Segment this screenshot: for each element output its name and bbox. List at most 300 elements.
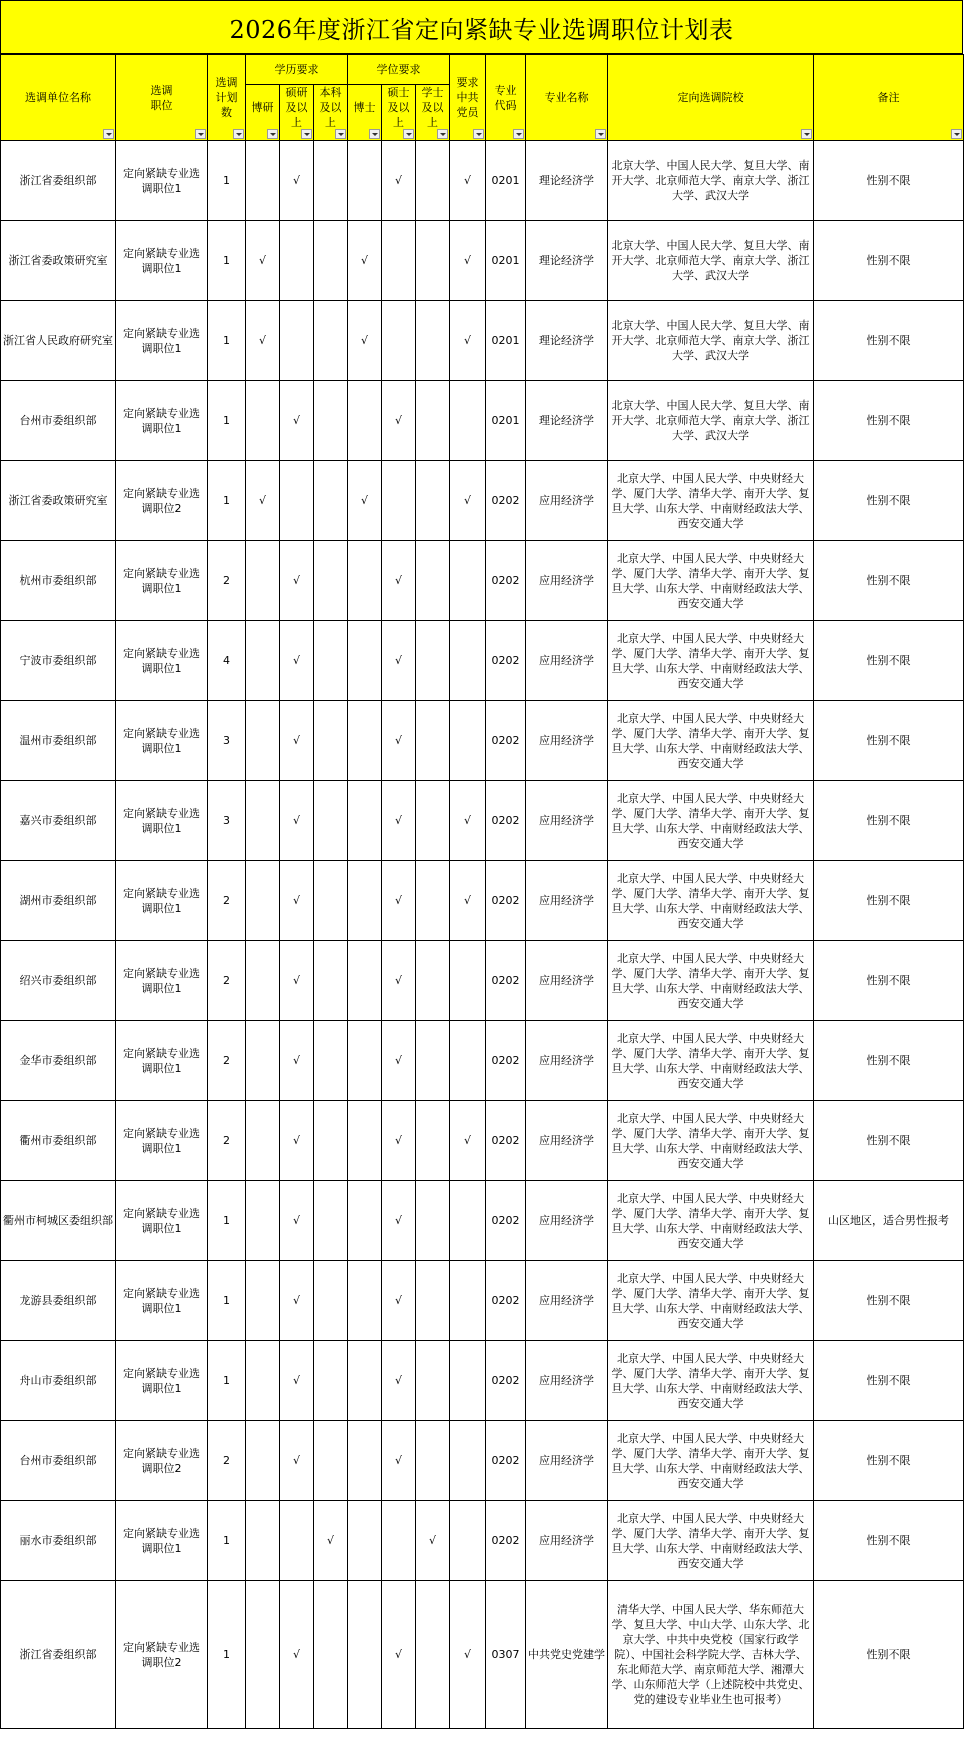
- cell-note: 性别不限: [814, 781, 964, 861]
- cell-plan: 1: [208, 1181, 246, 1261]
- cell-deg-phd: [348, 1341, 382, 1421]
- cell-deg-master: √: [382, 1421, 416, 1501]
- cell-schools: 北京大学、中国人民大学、中央财经大学、厦门大学、清华大学、南开大学、复旦大学、山东大学、中南财经政法大学、西安交通大学: [608, 861, 814, 941]
- header-major: [526, 55, 608, 141]
- cell-unit: 龙游县委组织部: [1, 1261, 116, 1341]
- cell-edu-bachelor: [314, 941, 348, 1021]
- cell-schools: 北京大学、中国人民大学、中央财经大学、厦门大学、清华大学、南开大学、复旦大学、山东大学、中南财经政法大学、西安交通大学: [608, 1021, 814, 1101]
- header-edu-master: [280, 85, 314, 141]
- filter-dropdown-icon[interactable]: [951, 129, 962, 139]
- cell-edu-bachelor: [314, 1101, 348, 1181]
- cell-unit: 宁波市委组织部: [1, 621, 116, 701]
- cell-party: [450, 1181, 486, 1261]
- cell-schools: 北京大学、中国人民大学、复旦大学、南开大学、北京师范大学、南京大学、浙江大学、武汉大学: [608, 301, 814, 381]
- header-deg-phd: [348, 85, 382, 141]
- cell-plan: 1: [208, 1581, 246, 1729]
- cell-major: 应用经济学: [526, 861, 608, 941]
- cell-code: 0202: [486, 1501, 526, 1581]
- header-edu-group: 学历要求: [246, 55, 348, 85]
- header-position-label: 选调 职位: [150, 83, 173, 112]
- cell-deg-phd: [348, 701, 382, 781]
- cell-edu-master: √: [280, 941, 314, 1021]
- cell-edu-master: [280, 1501, 314, 1581]
- cell-party: √: [450, 301, 486, 381]
- header-position: [116, 55, 208, 141]
- filter-dropdown-icon[interactable]: [233, 129, 244, 139]
- cell-major: 理论经济学: [526, 221, 608, 301]
- cell-deg-phd: [348, 1101, 382, 1181]
- cell-edu-bachelor: [314, 141, 348, 221]
- cell-schools: 北京大学、中国人民大学、复旦大学、南开大学、北京师范大学、南京大学、浙江大学、武汉大学: [608, 221, 814, 301]
- cell-edu-phd: [246, 1501, 280, 1581]
- cell-edu-master: √: [280, 621, 314, 701]
- header-deg-master-label: 硕士 及以 上: [387, 86, 410, 129]
- cell-position: 定向紧缺专业选调职位1: [116, 701, 208, 781]
- cell-deg-bachelor: [416, 621, 450, 701]
- table-row: [1, 301, 964, 381]
- cell-plan: 3: [208, 701, 246, 781]
- cell-edu-master: [280, 221, 314, 301]
- cell-party: [450, 381, 486, 461]
- cell-position: 定向紧缺专业选调职位1: [116, 381, 208, 461]
- header-unit-label: 选调单位名称: [25, 91, 91, 104]
- cell-edu-master: √: [280, 701, 314, 781]
- cell-schools: 北京大学、中国人民大学、中央财经大学、厦门大学、清华大学、南开大学、复旦大学、山东大学、中南财经政法大学、西安交通大学: [608, 941, 814, 1021]
- cell-unit: 浙江省人民政府研究室: [1, 301, 116, 381]
- cell-deg-master: √: [382, 1581, 416, 1729]
- cell-edu-bachelor: [314, 701, 348, 781]
- cell-plan: 2: [208, 541, 246, 621]
- cell-code: 0202: [486, 541, 526, 621]
- cell-code: 0202: [486, 621, 526, 701]
- cell-edu-bachelor: [314, 1021, 348, 1101]
- cell-plan: 1: [208, 1261, 246, 1341]
- table-row: [1, 1261, 964, 1341]
- cell-deg-master: √: [382, 1101, 416, 1181]
- cell-deg-phd: [348, 381, 382, 461]
- cell-schools: 北京大学、中国人民大学、中央财经大学、厦门大学、清华大学、南开大学、复旦大学、山东大学、中南财经政法大学、西安交通大学: [608, 1501, 814, 1581]
- cell-unit: 嘉兴市委组织部: [1, 781, 116, 861]
- cell-note: 性别不限: [814, 861, 964, 941]
- cell-plan: 4: [208, 621, 246, 701]
- cell-major: 应用经济学: [526, 941, 608, 1021]
- cell-code: 0202: [486, 861, 526, 941]
- cell-edu-bachelor: [314, 1261, 348, 1341]
- cell-unit: 杭州市委组织部: [1, 541, 116, 621]
- cell-plan: 1: [208, 301, 246, 381]
- table-row: [1, 861, 964, 941]
- cell-deg-phd: √: [348, 221, 382, 301]
- cell-code: 0202: [486, 461, 526, 541]
- cell-deg-phd: [348, 621, 382, 701]
- cell-major: 中共党史党建学: [526, 1581, 608, 1729]
- cell-position: 定向紧缺专业选调职位1: [116, 781, 208, 861]
- cell-party: √: [450, 781, 486, 861]
- cell-schools: 北京大学、中国人民大学、中央财经大学、厦门大学、清华大学、南开大学、复旦大学、山东大学、中南财经政法大学、西安交通大学: [608, 781, 814, 861]
- cell-plan: 2: [208, 1421, 246, 1501]
- table-row: [1, 221, 964, 301]
- cell-deg-master: √: [382, 1021, 416, 1101]
- cell-deg-phd: [348, 1581, 382, 1729]
- table-row: [1, 141, 964, 221]
- cell-party: √: [450, 221, 486, 301]
- cell-schools: 北京大学、中国人民大学、复旦大学、南开大学、北京师范大学、南京大学、浙江大学、武汉大学: [608, 141, 814, 221]
- cell-plan: 1: [208, 1501, 246, 1581]
- header-deg-bachelor: [416, 85, 450, 141]
- header-deg-group: 学位要求: [348, 55, 450, 85]
- cell-deg-phd: [348, 1501, 382, 1581]
- cell-plan: 2: [208, 861, 246, 941]
- cell-edu-bachelor: √: [314, 1501, 348, 1581]
- table-row: [1, 1581, 964, 1729]
- cell-deg-master: [382, 1501, 416, 1581]
- cell-unit: 舟山市委组织部: [1, 1341, 116, 1421]
- cell-note: 性别不限: [814, 1341, 964, 1421]
- filter-dropdown-icon[interactable]: [369, 129, 380, 139]
- cell-deg-master: √: [382, 621, 416, 701]
- table-row: [1, 621, 964, 701]
- cell-edu-bachelor: [314, 381, 348, 461]
- cell-deg-bachelor: [416, 1341, 450, 1421]
- table-row: [1, 461, 964, 541]
- cell-deg-bachelor: [416, 861, 450, 941]
- cell-deg-phd: [348, 861, 382, 941]
- cell-unit: 金华市委组织部: [1, 1021, 116, 1101]
- cell-deg-phd: √: [348, 301, 382, 381]
- cell-edu-master: √: [280, 1421, 314, 1501]
- cell-edu-master: √: [280, 861, 314, 941]
- cell-deg-phd: [348, 541, 382, 621]
- cell-deg-phd: [348, 941, 382, 1021]
- cell-edu-phd: [246, 1581, 280, 1729]
- cell-edu-bachelor: [314, 781, 348, 861]
- cell-major: 应用经济学: [526, 1421, 608, 1501]
- cell-note: 性别不限: [814, 941, 964, 1021]
- cell-unit: 浙江省委政策研究室: [1, 461, 116, 541]
- filter-dropdown-icon[interactable]: [473, 129, 484, 139]
- header-deg-master: [382, 85, 416, 141]
- cell-deg-bachelor: [416, 221, 450, 301]
- cell-code: 0307: [486, 1581, 526, 1729]
- cell-edu-phd: [246, 541, 280, 621]
- cell-code: 0201: [486, 221, 526, 301]
- filter-dropdown-icon[interactable]: [437, 129, 448, 139]
- cell-note: 性别不限: [814, 301, 964, 381]
- cell-edu-master: √: [280, 1101, 314, 1181]
- cell-code: 0202: [486, 1421, 526, 1501]
- cell-code: 0201: [486, 301, 526, 381]
- filter-dropdown-icon[interactable]: [335, 129, 346, 139]
- cell-edu-phd: [246, 1421, 280, 1501]
- cell-major: 理论经济学: [526, 301, 608, 381]
- filter-dropdown-icon[interactable]: [301, 129, 312, 139]
- cell-deg-master: [382, 461, 416, 541]
- table-row: [1, 1341, 964, 1421]
- cell-position: 定向紧缺专业选调职位1: [116, 861, 208, 941]
- header-unit: [1, 55, 116, 141]
- cell-deg-phd: [348, 1181, 382, 1261]
- cell-party: [450, 1261, 486, 1341]
- cell-major: 应用经济学: [526, 1101, 608, 1181]
- header-deg-phd-label: 博士: [353, 101, 376, 114]
- cell-edu-master: √: [280, 781, 314, 861]
- cell-party: √: [450, 141, 486, 221]
- filter-dropdown-icon[interactable]: [267, 129, 278, 139]
- cell-position: 定向紧缺专业选调职位1: [116, 141, 208, 221]
- table-body: [1, 141, 964, 1729]
- cell-note: 性别不限: [814, 1261, 964, 1341]
- cell-deg-master: √: [382, 861, 416, 941]
- cell-position: 定向紧缺专业选调职位1: [116, 301, 208, 381]
- cell-edu-phd: [246, 1101, 280, 1181]
- header-party: [450, 55, 486, 141]
- filter-dropdown-icon[interactable]: [103, 129, 114, 139]
- cell-deg-phd: √: [348, 461, 382, 541]
- cell-deg-master: √: [382, 1261, 416, 1341]
- cell-party: [450, 541, 486, 621]
- cell-edu-bachelor: [314, 1421, 348, 1501]
- filter-dropdown-icon[interactable]: [513, 129, 524, 139]
- cell-schools: 北京大学、中国人民大学、中央财经大学、厦门大学、清华大学、南开大学、复旦大学、山东大学、中南财经政法大学、西安交通大学: [608, 1341, 814, 1421]
- cell-code: 0202: [486, 941, 526, 1021]
- cell-deg-master: √: [382, 701, 416, 781]
- cell-plan: 1: [208, 141, 246, 221]
- header-code-label: 专业 代码: [494, 83, 517, 112]
- cell-party: √: [450, 861, 486, 941]
- sheet-title: 2026年度浙江省定向紧缺专业选调职位计划表: [0, 0, 963, 54]
- header-deg-bachelor-label: 学士 及以 上: [421, 86, 444, 129]
- cell-edu-bachelor: [314, 1181, 348, 1261]
- cell-edu-phd: [246, 1021, 280, 1101]
- header-plan: [208, 55, 246, 141]
- cell-edu-bachelor: [314, 621, 348, 701]
- cell-deg-bachelor: [416, 1581, 450, 1729]
- cell-edu-phd: [246, 1181, 280, 1261]
- cell-note: 性别不限: [814, 1501, 964, 1581]
- cell-schools: 北京大学、中国人民大学、中央财经大学、厦门大学、清华大学、南开大学、复旦大学、山东大学、中南财经政法大学、西安交通大学: [608, 1421, 814, 1501]
- table-row: [1, 941, 964, 1021]
- cell-note: 性别不限: [814, 221, 964, 301]
- cell-note: 性别不限: [814, 1581, 964, 1729]
- cell-note: 性别不限: [814, 541, 964, 621]
- cell-position: 定向紧缺专业选调职位1: [116, 1181, 208, 1261]
- header-code: [486, 55, 526, 141]
- cell-unit: 台州市委组织部: [1, 1421, 116, 1501]
- cell-edu-bachelor: [314, 541, 348, 621]
- cell-schools: 北京大学、中国人民大学、中央财经大学、厦门大学、清华大学、南开大学、复旦大学、山东大学、中南财经政法大学、西安交通大学: [608, 541, 814, 621]
- cell-plan: 1: [208, 461, 246, 541]
- cell-deg-bachelor: [416, 1101, 450, 1181]
- cell-plan: 2: [208, 1101, 246, 1181]
- cell-deg-master: [382, 221, 416, 301]
- header-schools-label: 定向选调院校: [677, 91, 744, 104]
- cell-party: √: [450, 1101, 486, 1181]
- cell-edu-master: √: [280, 1261, 314, 1341]
- cell-position: 定向紧缺专业选调职位1: [116, 1341, 208, 1421]
- cell-party: [450, 621, 486, 701]
- cell-deg-master: √: [382, 541, 416, 621]
- cell-major: 应用经济学: [526, 701, 608, 781]
- filter-dropdown-icon[interactable]: [195, 129, 206, 139]
- header-plan-label: 选调 计划 数: [215, 76, 238, 119]
- cell-edu-bachelor: [314, 301, 348, 381]
- cell-edu-master: [280, 461, 314, 541]
- header-party-label: 要求 中共 党员: [456, 76, 479, 119]
- table-row: [1, 1181, 964, 1261]
- table-row: [1, 1021, 964, 1101]
- cell-edu-phd: [246, 861, 280, 941]
- cell-code: 0202: [486, 1021, 526, 1101]
- cell-note: 性别不限: [814, 1421, 964, 1501]
- cell-deg-bachelor: [416, 301, 450, 381]
- cell-major: 应用经济学: [526, 1261, 608, 1341]
- cell-deg-phd: [348, 1261, 382, 1341]
- cell-deg-bachelor: [416, 1021, 450, 1101]
- cell-deg-bachelor: [416, 941, 450, 1021]
- cell-note: 山区地区，适合男性报考: [814, 1181, 964, 1261]
- cell-major: 应用经济学: [526, 1181, 608, 1261]
- cell-note: 性别不限: [814, 141, 964, 221]
- table-row: [1, 781, 964, 861]
- header-edu-master-label: 硕研 及以 上: [285, 86, 308, 129]
- cell-edu-phd: [246, 1341, 280, 1421]
- cell-party: [450, 941, 486, 1021]
- cell-position: 定向紧缺专业选调职位1: [116, 1101, 208, 1181]
- cell-deg-phd: [348, 1021, 382, 1101]
- cell-schools: 北京大学、中国人民大学、中央财经大学、厦门大学、清华大学、南开大学、复旦大学、山东大学、中南财经政法大学、西安交通大学: [608, 1101, 814, 1181]
- header-edu-bachelor-label: 本科 及以 上: [319, 86, 342, 129]
- cell-edu-bachelor: [314, 461, 348, 541]
- cell-schools: 清华大学、中国人民大学、华东师范大学、复旦大学、中山大学、山东大学、北京大学、中共中央党校（国家行政学院）、中国社会科学院大学、吉林大学、东北师范大学、南京师范大学、湘潭大学、山东师范大学（上述院校中共党史、党的建设专业毕业生也可报考）: [608, 1581, 814, 1729]
- cell-unit: 温州市委组织部: [1, 701, 116, 781]
- cell-edu-phd: [246, 941, 280, 1021]
- cell-plan: 3: [208, 781, 246, 861]
- cell-position: 定向紧缺专业选调职位1: [116, 221, 208, 301]
- cell-unit: 浙江省委组织部: [1, 141, 116, 221]
- cell-deg-master: √: [382, 1341, 416, 1421]
- cell-major: 应用经济学: [526, 541, 608, 621]
- cell-edu-master: √: [280, 541, 314, 621]
- cell-code: 0202: [486, 1101, 526, 1181]
- filter-dropdown-icon[interactable]: [403, 129, 414, 139]
- cell-deg-phd: [348, 1421, 382, 1501]
- cell-edu-phd: [246, 781, 280, 861]
- cell-unit: 浙江省委政策研究室: [1, 221, 116, 301]
- cell-deg-master: √: [382, 141, 416, 221]
- cell-position: 定向紧缺专业选调职位2: [116, 1581, 208, 1729]
- cell-edu-phd: √: [246, 221, 280, 301]
- cell-deg-master: √: [382, 781, 416, 861]
- cell-deg-bachelor: [416, 141, 450, 221]
- cell-unit: 衢州市委组织部: [1, 1101, 116, 1181]
- cell-deg-bachelor: [416, 781, 450, 861]
- cell-major: 应用经济学: [526, 1501, 608, 1581]
- cell-deg-bachelor: √: [416, 1501, 450, 1581]
- header-edu-phd: [246, 85, 280, 141]
- cell-edu-master: √: [280, 1181, 314, 1261]
- cell-edu-phd: [246, 1261, 280, 1341]
- cell-edu-bachelor: [314, 221, 348, 301]
- cell-major: 应用经济学: [526, 1341, 608, 1421]
- cell-party: √: [450, 1581, 486, 1729]
- cell-code: 0202: [486, 1341, 526, 1421]
- cell-note: 性别不限: [814, 621, 964, 701]
- cell-position: 定向紧缺专业选调职位1: [116, 1021, 208, 1101]
- cell-edu-bachelor: [314, 1581, 348, 1729]
- cell-code: 0202: [486, 1181, 526, 1261]
- cell-unit: 衢州市柯城区委组织部: [1, 1181, 116, 1261]
- cell-code: 0201: [486, 141, 526, 221]
- cell-position: 定向紧缺专业选调职位2: [116, 461, 208, 541]
- cell-schools: 北京大学、中国人民大学、复旦大学、南开大学、北京师范大学、南京大学、浙江大学、武汉大学: [608, 381, 814, 461]
- cell-schools: 北京大学、中国人民大学、中央财经大学、厦门大学、清华大学、南开大学、复旦大学、山东大学、中南财经政法大学、西安交通大学: [608, 1261, 814, 1341]
- cell-deg-phd: [348, 781, 382, 861]
- table-row: [1, 701, 964, 781]
- cell-party: √: [450, 461, 486, 541]
- table-row: [1, 1501, 964, 1581]
- cell-position: 定向紧缺专业选调职位1: [116, 541, 208, 621]
- cell-major: 应用经济学: [526, 461, 608, 541]
- cell-edu-master: √: [280, 381, 314, 461]
- cell-schools: 北京大学、中国人民大学、中央财经大学、厦门大学、清华大学、南开大学、复旦大学、山东大学、中南财经政法大学、西安交通大学: [608, 621, 814, 701]
- cell-deg-master: √: [382, 1181, 416, 1261]
- cell-party: [450, 1421, 486, 1501]
- cell-code: 0202: [486, 781, 526, 861]
- cell-major: 应用经济学: [526, 621, 608, 701]
- cell-edu-master: [280, 301, 314, 381]
- cell-party: [450, 1341, 486, 1421]
- cell-major: 理论经济学: [526, 141, 608, 221]
- cell-edu-phd: √: [246, 301, 280, 381]
- cell-party: [450, 1501, 486, 1581]
- cell-position: 定向紧缺专业选调职位1: [116, 1501, 208, 1581]
- header-note-label: 备注: [877, 91, 900, 104]
- header-edu-bachelor: [314, 85, 348, 141]
- cell-unit: 台州市委组织部: [1, 381, 116, 461]
- cell-position: 定向紧缺专业选调职位1: [116, 621, 208, 701]
- cell-note: 性别不限: [814, 701, 964, 781]
- cell-unit: 绍兴市委组织部: [1, 941, 116, 1021]
- cell-schools: 北京大学、中国人民大学、中央财经大学、厦门大学、清华大学、南开大学、复旦大学、山东大学、中南财经政法大学、西安交通大学: [608, 1181, 814, 1261]
- header-note: [814, 55, 964, 141]
- cell-deg-bachelor: [416, 381, 450, 461]
- cell-edu-bachelor: [314, 1341, 348, 1421]
- filter-dropdown-icon[interactable]: [801, 129, 812, 139]
- cell-edu-phd: [246, 141, 280, 221]
- cell-major: 应用经济学: [526, 1021, 608, 1101]
- cell-plan: 2: [208, 1021, 246, 1101]
- cell-edu-master: √: [280, 1341, 314, 1421]
- cell-unit: 湖州市委组织部: [1, 861, 116, 941]
- cell-deg-bachelor: [416, 1421, 450, 1501]
- filter-dropdown-icon[interactable]: [595, 129, 606, 139]
- cell-edu-phd: [246, 381, 280, 461]
- header-schools: [608, 55, 814, 141]
- cell-plan: 1: [208, 381, 246, 461]
- positions-table: [0, 54, 964, 1729]
- cell-deg-master: √: [382, 381, 416, 461]
- cell-position: 定向紧缺专业选调职位1: [116, 941, 208, 1021]
- cell-deg-master: [382, 301, 416, 381]
- cell-edu-master: √: [280, 1021, 314, 1101]
- cell-deg-bachelor: [416, 1261, 450, 1341]
- cell-position: 定向紧缺专业选调职位1: [116, 1261, 208, 1341]
- cell-deg-phd: [348, 141, 382, 221]
- table-header: [1, 55, 964, 141]
- cell-note: 性别不限: [814, 1101, 964, 1181]
- table-row: [1, 541, 964, 621]
- cell-note: 性别不限: [814, 1021, 964, 1101]
